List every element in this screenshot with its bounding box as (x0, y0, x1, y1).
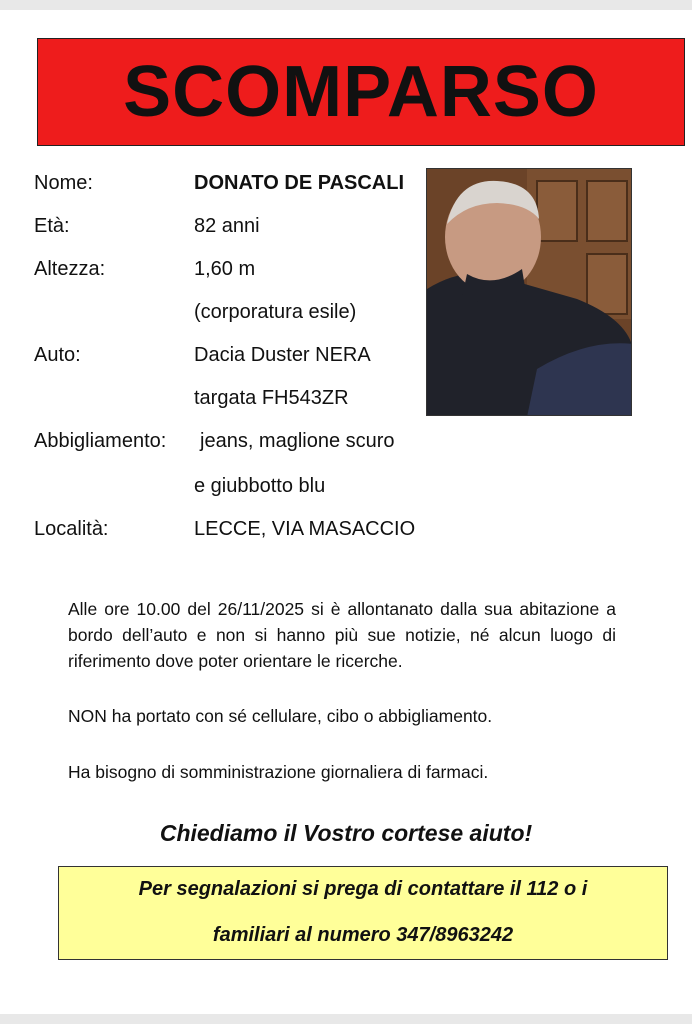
car-value: Dacia Duster NERA (194, 344, 371, 366)
contact-line-1: Per segnalazioni si prega di contattare il 112 o i (138, 878, 588, 900)
medication-note: Ha bisogno di somministrazione giornaliera di farmaci. (68, 762, 489, 782)
clothes-label: Abbigliamento: (34, 430, 167, 452)
car-label: Auto: (34, 344, 81, 366)
poster-page (0, 10, 692, 1014)
location-value: LECCE, VIA MASACCIO (194, 518, 416, 540)
belongings-note: NON ha portato con sé cellulare, cibo o abbigliamento. (68, 706, 493, 726)
name-label: Nome: (34, 172, 93, 194)
missing-person-photo (426, 168, 632, 416)
height-value: 1,60 m (194, 258, 256, 280)
height-label: Altezza: (34, 258, 106, 280)
disappearance-description: Alle ore 10.00 del 26/11/2025 si è allontanato dalla sua abitazione a bordo dell’auto e non si hanno più sue notizie, né alcun luogo di riferimento dove poter orientare le ricerche. (68, 599, 616, 671)
name-value: DONATO DE PASCALI (194, 172, 405, 194)
location-label: Località: (34, 518, 109, 540)
age-label: Età: (34, 215, 70, 237)
car-plate: targata FH543ZR (194, 387, 349, 409)
build-note: (corporatura esile) (194, 301, 357, 323)
contact-line-2: familiari al numero 347/8963242 (212, 924, 514, 946)
missing-banner (37, 38, 685, 146)
banner-title: SCOMPARSO (123, 52, 599, 132)
contact-box (58, 866, 668, 960)
age-value: 82 anni (194, 215, 260, 237)
clothes-value-2: e giubbotto blu (194, 475, 326, 497)
help-plea: Chiediamo il Vostro cortese aiuto! (159, 820, 533, 846)
clothes-value: jeans, maglione scuro (200, 430, 395, 452)
